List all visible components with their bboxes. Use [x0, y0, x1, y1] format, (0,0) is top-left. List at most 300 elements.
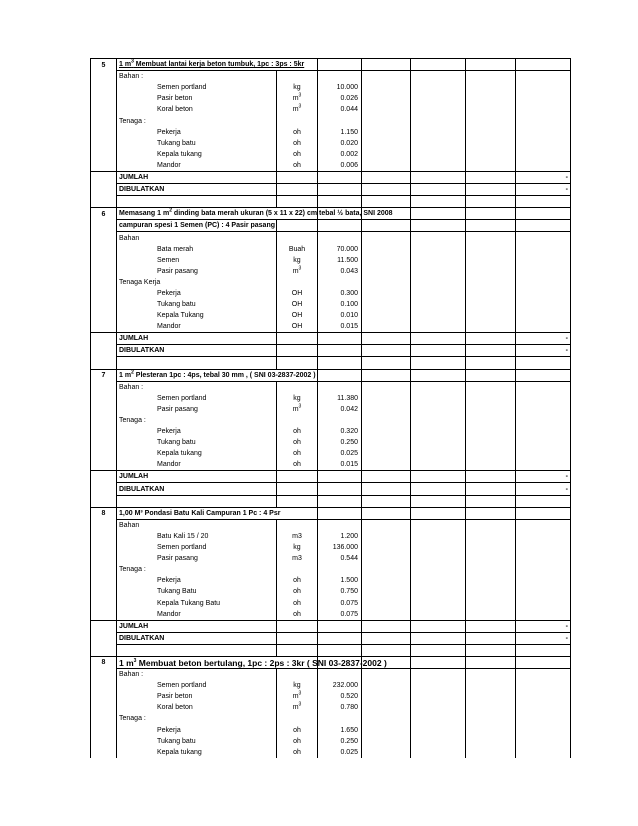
jumlah-label: JUMLAH	[119, 335, 149, 343]
cell-col-3	[277, 448, 318, 459]
labor-coefficient: 0.025	[340, 748, 358, 756]
cell-col-0	[91, 381, 117, 393]
cell-col-2	[157, 713, 277, 724]
cell-col-7	[466, 171, 516, 183]
cell-col-0	[91, 59, 117, 71]
cell-col-7	[466, 127, 516, 138]
cell-col-7	[466, 196, 516, 208]
cell-col-5	[362, 232, 411, 244]
cell-col-1	[117, 104, 193, 115]
cell-col-8	[516, 404, 571, 415]
cell-col-3	[277, 184, 318, 196]
cell-col-5	[362, 321, 411, 333]
cell-col-1	[117, 620, 157, 632]
cell-col-3	[277, 542, 318, 553]
labor-coefficient: 0.300	[340, 289, 358, 297]
cell-col-1	[117, 58, 305, 71]
cell-col-8	[516, 71, 571, 83]
cell-col-0	[91, 357, 117, 369]
cell-col-2	[157, 632, 277, 644]
labor-row	[91, 575, 571, 586]
cell-col-8	[516, 644, 571, 656]
bahan-label: Bahan :	[119, 383, 144, 391]
labor-name: Pekerja	[157, 428, 181, 436]
material-name: Semen portland	[157, 394, 207, 402]
cell-col-3	[277, 713, 318, 724]
item-number: 7	[101, 372, 106, 380]
cell-col-6	[411, 531, 466, 542]
unit-superscript: 3	[298, 265, 302, 272]
cell-col-8	[516, 713, 571, 724]
cell-col-2	[157, 71, 277, 83]
cell-col-3	[277, 680, 318, 691]
cell-col-7	[466, 82, 516, 93]
cell-col-6	[411, 345, 466, 357]
cell-col-8	[516, 232, 571, 244]
cell-col-3	[277, 333, 318, 345]
section-title-line2: campuran spesi 1 Semen (PC) : 4 Pasir pasang	[119, 222, 276, 230]
cell-col-2	[157, 184, 277, 196]
cell-col-6	[411, 437, 466, 448]
cell-col-1	[117, 321, 181, 333]
cell-col-7	[466, 255, 516, 266]
cell-col-1	[117, 415, 157, 426]
cell-col-5	[362, 471, 411, 483]
cell-col-6	[411, 71, 466, 83]
cell-col-6	[411, 459, 466, 471]
cell-col-4	[318, 471, 362, 483]
cell-col-4	[318, 171, 362, 183]
cell-col-6	[411, 564, 466, 575]
cell-col-6	[411, 196, 466, 208]
cell-col-8	[516, 184, 571, 196]
material-coefficient: 11.500	[337, 256, 358, 264]
cell-col-6	[411, 104, 466, 115]
labor-name: Kepala tukang	[157, 748, 202, 756]
cell-col-4	[318, 644, 362, 656]
cell-col-5	[362, 244, 411, 255]
cell-col-7	[466, 531, 516, 542]
cell-col-0	[91, 310, 117, 321]
cell-col-5	[362, 426, 411, 437]
dibulatkan-value: -	[565, 347, 568, 355]
cell-col-3	[277, 426, 318, 437]
cell-col-1	[117, 115, 157, 126]
cell-col-6	[411, 586, 466, 597]
cell-col-6	[411, 542, 466, 553]
cell-col-4	[318, 310, 362, 321]
material-name: Pasir beton	[157, 95, 193, 103]
cell-col-8	[516, 299, 571, 310]
item-number: 8	[101, 510, 106, 518]
cell-col-5	[362, 277, 411, 288]
labor-row	[91, 747, 571, 758]
cell-col-6	[411, 59, 466, 71]
cell-col-0	[91, 495, 117, 507]
cell-col-1	[117, 644, 157, 656]
cell-col-8	[516, 369, 571, 381]
tenaga-label: Tenaga :	[119, 715, 146, 723]
cell-col-0	[91, 736, 117, 747]
cell-col-4	[318, 82, 362, 93]
cell-col-4	[318, 220, 362, 232]
cell-col-0	[91, 127, 117, 138]
tenaga-label-row	[91, 713, 571, 724]
cell-col-3	[277, 495, 318, 507]
cell-col-4	[318, 575, 362, 586]
cell-col-6	[411, 244, 466, 255]
section-title-text: Membuat beton bertulang, 1pc : 2ps : 3kr ( SNI 03-2837-2002 )	[136, 657, 387, 668]
cell-col-7	[466, 448, 516, 459]
cell-col-6	[411, 232, 466, 244]
material-row	[91, 702, 571, 713]
cell-col-8	[516, 620, 571, 632]
cell-col-0	[91, 542, 117, 553]
cell-col-6	[411, 93, 466, 104]
section-header-row	[91, 369, 571, 381]
cell-col-6	[411, 680, 466, 691]
cell-col-4	[318, 404, 362, 415]
material-unit: kg	[293, 394, 301, 402]
cell-col-6	[411, 381, 466, 393]
cell-col-0	[91, 691, 117, 702]
cell-col-5	[362, 404, 411, 415]
cell-col-5	[362, 115, 411, 126]
material-coefficient: 0.042	[340, 405, 358, 413]
cell-col-5	[362, 680, 411, 691]
cell-col-6	[411, 702, 466, 713]
bahan-label: Bahan	[119, 234, 140, 242]
cell-col-2	[157, 196, 277, 208]
material-unit: kg	[293, 84, 301, 92]
jumlah-label: JUMLAH	[119, 622, 149, 630]
cell-col-4	[318, 115, 362, 126]
cell-col-4	[318, 632, 362, 644]
cell-col-7	[466, 149, 516, 160]
labor-unit: oh	[293, 748, 301, 756]
cell-col-4	[318, 277, 362, 288]
cell-col-3	[277, 632, 318, 644]
material-coefficient: 0.044	[340, 106, 358, 114]
section-header-row	[91, 59, 571, 71]
material-unit: m	[292, 405, 299, 413]
labor-row	[91, 597, 571, 608]
material-name: Pasir pasang	[157, 555, 198, 563]
cell-col-7	[466, 277, 516, 288]
cell-col-5	[362, 437, 411, 448]
cell-col-7	[466, 288, 516, 299]
cell-col-3	[277, 747, 318, 758]
cell-col-7	[466, 310, 516, 321]
labor-unit: OH	[291, 301, 303, 309]
cell-col-7	[466, 184, 516, 196]
cell-col-6	[411, 220, 466, 232]
cell-col-1	[117, 244, 194, 255]
labor-unit: oh	[293, 737, 301, 745]
cell-col-8	[516, 597, 571, 608]
cell-col-0	[91, 448, 117, 459]
cell-col-8	[516, 288, 571, 299]
cell-col-7	[466, 244, 516, 255]
cell-col-5	[362, 255, 411, 266]
cell-col-1	[117, 632, 165, 644]
labor-coefficient: 0.015	[340, 323, 358, 331]
cell-col-8	[516, 381, 571, 393]
cell-col-2	[157, 357, 277, 369]
cell-col-0	[91, 232, 117, 244]
cell-col-5	[362, 82, 411, 93]
cell-col-1	[117, 448, 202, 459]
cell-col-3	[277, 620, 318, 632]
cell-col-6	[411, 160, 466, 172]
labor-unit: oh	[293, 599, 301, 607]
cell-col-0	[91, 519, 117, 531]
superscript: 2	[169, 207, 172, 214]
cell-col-4	[318, 255, 362, 266]
cell-col-4	[318, 104, 362, 115]
cell-col-5	[362, 393, 411, 404]
cell-col-0	[91, 713, 117, 724]
cell-col-0	[91, 82, 117, 93]
labor-unit: oh	[293, 610, 301, 618]
cell-col-6	[411, 620, 466, 632]
cell-col-0	[91, 404, 117, 415]
cell-col-0	[91, 575, 117, 586]
tenaga-label-row	[91, 415, 571, 426]
labor-coefficient: 0.320	[340, 428, 358, 436]
cell-col-2	[157, 171, 277, 183]
labor-name: Tukang Batu	[157, 588, 197, 596]
labor-row	[91, 736, 571, 747]
unit-superscript: 3	[298, 104, 302, 111]
cell-col-0	[91, 104, 117, 115]
labor-name: Kepala Tukang	[157, 312, 204, 320]
material-row	[91, 266, 571, 277]
material-name: Pasir pasang	[157, 405, 198, 413]
material-name: Koral beton	[157, 106, 193, 114]
cell-col-5	[362, 531, 411, 542]
labor-name: Pekerja	[157, 289, 181, 297]
labor-row	[91, 586, 571, 597]
cell-col-6	[411, 357, 466, 369]
labor-name: Mandor	[157, 161, 181, 169]
labor-name: Kepala tukang	[157, 450, 202, 458]
cell-col-2	[157, 644, 277, 656]
cell-col-6	[411, 644, 466, 656]
cell-col-3	[277, 82, 318, 93]
cell-col-1	[117, 266, 198, 277]
cell-col-7	[466, 632, 516, 644]
cell-col-7	[466, 321, 516, 333]
cell-col-1	[117, 553, 198, 564]
cell-col-3	[277, 277, 318, 288]
cell-col-7	[466, 93, 516, 104]
unit-superscript: 3	[298, 690, 302, 697]
cell-col-0	[91, 609, 117, 621]
material-coefficient: 0.520	[340, 693, 358, 701]
dibulatkan-value: -	[565, 485, 568, 493]
cell-col-8	[516, 220, 571, 232]
cell-col-2	[157, 668, 277, 680]
section-title-text: Memasang 1 m	[119, 210, 170, 218]
cell-col-5	[362, 138, 411, 149]
cell-col-3	[277, 220, 318, 232]
labor-name: Tukang batu	[157, 301, 196, 309]
labor-name: Pekerja	[157, 577, 181, 585]
cell-col-4	[318, 747, 362, 758]
cell-col-4	[318, 299, 362, 310]
cell-col-6	[411, 713, 466, 724]
material-coefficient: 1.200	[340, 532, 358, 540]
cell-col-4	[318, 702, 362, 713]
cell-col-8	[516, 310, 571, 321]
cell-col-3	[277, 691, 318, 702]
cell-col-7	[466, 702, 516, 713]
cell-col-8	[516, 736, 571, 747]
cell-col-1	[117, 691, 193, 702]
labor-name: Kepala tukang	[157, 150, 202, 158]
bahan-label-row	[91, 519, 571, 531]
cell-col-4	[318, 586, 362, 597]
section-header-row-2	[91, 220, 571, 232]
cell-col-4	[318, 507, 362, 519]
cell-col-2	[157, 381, 277, 393]
cell-col-5	[362, 59, 411, 71]
cell-col-6	[411, 333, 466, 345]
unit-superscript: 3	[298, 403, 302, 410]
cell-col-6	[411, 426, 466, 437]
cell-col-5	[362, 644, 411, 656]
cell-col-5	[362, 381, 411, 393]
cell-col-1	[117, 437, 196, 448]
cell-col-8	[516, 575, 571, 586]
cell-col-1	[117, 459, 181, 471]
cell-col-4	[318, 149, 362, 160]
cell-col-4	[318, 531, 362, 542]
bahan-label-row	[91, 668, 571, 680]
cell-col-7	[466, 495, 516, 507]
cell-col-2	[157, 620, 277, 632]
cell-col-3	[277, 171, 318, 183]
cell-col-2	[157, 277, 277, 288]
cell-col-0	[91, 184, 117, 196]
cell-col-8	[516, 471, 571, 483]
cell-col-8	[516, 149, 571, 160]
cell-col-0	[91, 644, 117, 656]
labor-row	[91, 609, 571, 621]
cell-col-3	[277, 232, 318, 244]
labor-coefficient: 1.150	[340, 128, 358, 136]
cell-col-1	[117, 564, 157, 575]
cell-col-2	[157, 564, 277, 575]
labor-unit: OH	[291, 312, 303, 320]
jumlah-value: -	[565, 622, 568, 630]
superscript: 3	[131, 58, 134, 65]
cell-col-7	[466, 415, 516, 426]
cell-col-4	[318, 597, 362, 608]
cell-col-4	[318, 553, 362, 564]
labor-unit: oh	[293, 439, 301, 447]
cell-col-3	[277, 104, 318, 115]
cell-col-0	[91, 564, 117, 575]
cell-col-5	[362, 160, 411, 172]
cell-col-3	[277, 459, 318, 471]
cell-col-3	[277, 644, 318, 656]
superscript: 3	[133, 658, 137, 665]
cell-col-7	[466, 104, 516, 115]
cell-col-6	[411, 747, 466, 758]
material-row	[91, 93, 571, 104]
labor-coefficient: 0.010	[340, 312, 358, 320]
jumlah-label: JUMLAH	[119, 473, 149, 481]
cell-col-7	[466, 160, 516, 172]
cell-col-8	[516, 277, 571, 288]
cell-col-8	[516, 138, 571, 149]
cell-col-1	[117, 138, 196, 149]
cell-col-0	[91, 415, 117, 426]
cell-col-6	[411, 277, 466, 288]
cell-col-3	[277, 160, 318, 172]
cell-col-7	[466, 345, 516, 357]
labor-row	[91, 448, 571, 459]
cell-col-4	[318, 483, 362, 495]
cell-col-8	[516, 82, 571, 93]
cell-col-7	[466, 680, 516, 691]
jumlah-value: -	[565, 174, 568, 182]
cell-col-4	[318, 519, 362, 531]
cell-col-2	[157, 115, 277, 126]
cell-col-5	[362, 702, 411, 713]
cell-col-1	[117, 171, 157, 183]
cell-col-4	[318, 333, 362, 345]
cell-col-8	[516, 702, 571, 713]
cell-col-6	[411, 208, 466, 220]
cell-col-0	[91, 266, 117, 277]
cell-col-8	[516, 459, 571, 471]
cell-col-7	[466, 609, 516, 621]
cell-col-0	[91, 483, 117, 495]
cell-col-7	[466, 736, 516, 747]
cell-col-0	[91, 299, 117, 310]
cell-col-3	[277, 321, 318, 333]
cell-col-5	[362, 736, 411, 747]
cell-col-5	[362, 266, 411, 277]
cell-col-0	[91, 656, 117, 668]
cell-col-3	[277, 597, 318, 608]
labor-coefficient: 0.025	[340, 450, 358, 458]
cell-col-6	[411, 369, 466, 381]
cell-col-6	[411, 288, 466, 299]
dibulatkan-value: -	[565, 634, 568, 642]
material-name: Semen portland	[157, 84, 207, 92]
cell-col-8	[516, 160, 571, 172]
material-row	[91, 244, 571, 255]
cell-col-4	[318, 288, 362, 299]
labor-name: Kepala Tukang Batu	[157, 599, 221, 607]
cell-col-4	[318, 184, 362, 196]
cell-col-0	[91, 138, 117, 149]
jumlah-row	[91, 333, 571, 345]
cell-col-1	[117, 196, 157, 208]
material-name: Koral beton	[157, 704, 193, 712]
cell-col-5	[362, 713, 411, 724]
cell-col-5	[362, 691, 411, 702]
cell-col-3	[277, 553, 318, 564]
cell-col-1	[117, 404, 198, 415]
cell-col-8	[516, 507, 571, 519]
tenaga-label: Tenaga :	[119, 566, 146, 574]
cell-col-5	[362, 369, 411, 381]
